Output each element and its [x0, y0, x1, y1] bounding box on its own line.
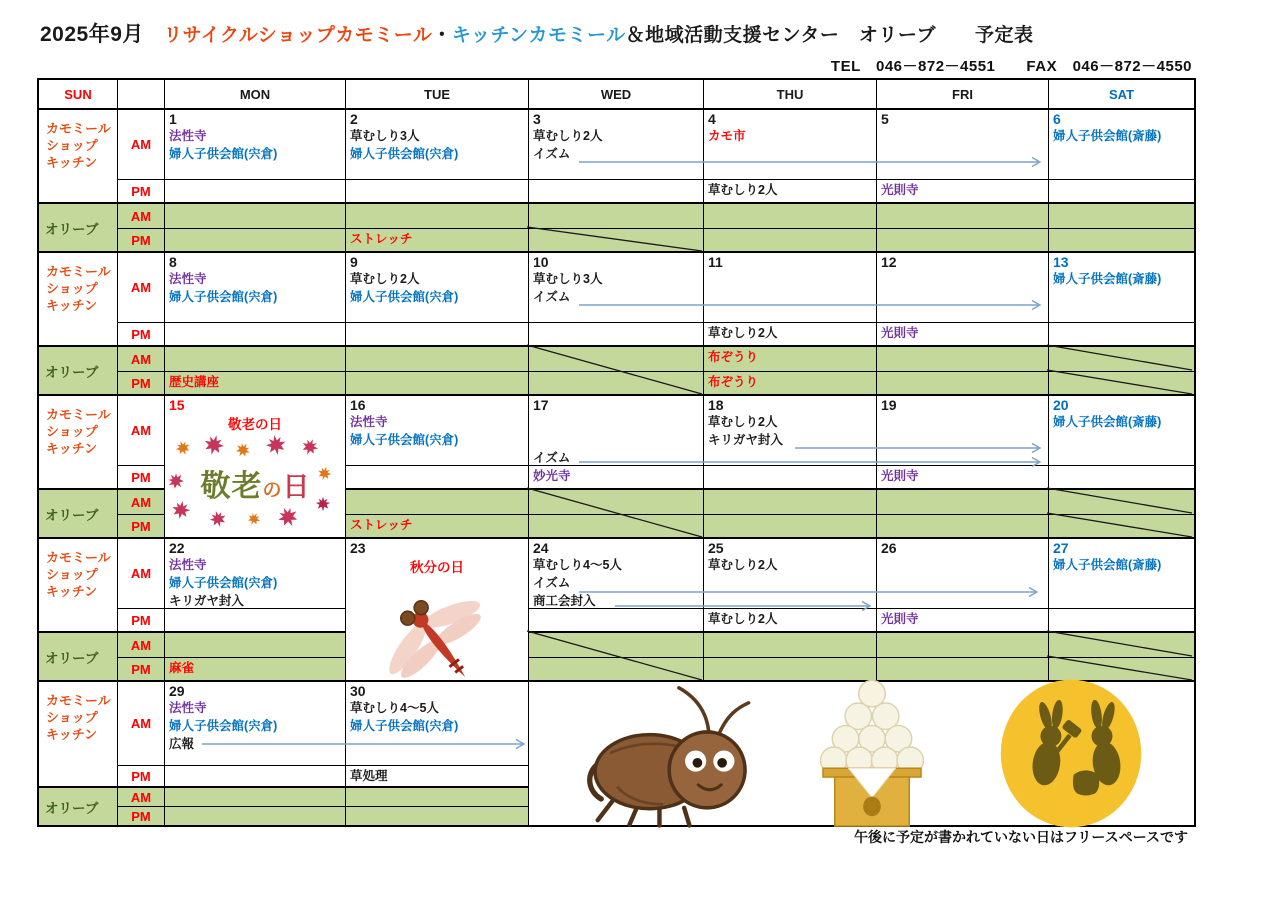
maple-leaf-icon — [232, 439, 254, 461]
date-number: 3 — [533, 111, 541, 127]
am-label: AM — [118, 396, 165, 466]
date-number: 30 — [350, 683, 366, 699]
schedule-entry: 光則寺 — [881, 612, 919, 626]
schedule-entry: イズム — [533, 451, 571, 465]
row-label-chamomile: カモミール ショップ キッチン — [39, 110, 118, 204]
day-cell-olive-pm — [529, 372, 704, 396]
day-cell-olive-am — [165, 204, 346, 229]
olive-pm-label: PM — [118, 229, 165, 253]
day-cell-am — [529, 539, 704, 609]
day-cell-olive-am — [1049, 633, 1194, 658]
date-number: 15 — [169, 397, 185, 413]
olive-am-label: AM — [118, 347, 165, 372]
day-cell-pm — [346, 323, 529, 347]
title-segment: 2025年9月 — [40, 23, 144, 46]
schedule-entry: 草むしり2人 — [350, 272, 420, 286]
day-cell-am — [1049, 396, 1194, 466]
schedule-entry: 布ぞうり — [708, 350, 759, 364]
day-cell-am — [165, 110, 346, 180]
day-cell-olive-pm — [346, 229, 529, 253]
maple-leaf-icon — [201, 432, 228, 459]
am-label: AM — [118, 539, 165, 609]
pm-label: PM — [118, 180, 165, 204]
date-number: 29 — [169, 683, 185, 699]
cricket-icon — [573, 679, 753, 829]
holiday-label: 敬老の日 — [228, 417, 282, 432]
schedule-entry: 法性寺 — [169, 272, 207, 286]
am-label: AM — [118, 253, 165, 323]
day-cell-olive-am — [877, 204, 1049, 229]
schedule-entry: 草むしり4～5人 — [350, 701, 439, 715]
keiro-no-hi-cell — [165, 396, 346, 539]
schedule-entry: キリガヤ封入 — [708, 433, 783, 447]
day-cell-am — [346, 396, 529, 466]
olive-am-label: AM — [118, 788, 165, 807]
day-header-spacer — [118, 80, 165, 110]
day-cell-am — [346, 253, 529, 323]
day-cell-olive-pm — [704, 372, 877, 396]
day-cell-olive-am — [704, 347, 877, 372]
schedule-entry — [533, 431, 699, 449]
date-number: 22 — [169, 540, 185, 556]
day-cell-olive-pm — [165, 372, 346, 396]
footer-note: 午後に予定が書かれていない日はフリースペースです — [853, 829, 1188, 845]
moon-rabbits-icon — [992, 676, 1150, 831]
pm-label: PM — [118, 766, 165, 788]
day-cell-olive-pm — [877, 515, 1049, 539]
day-cell-olive-am — [529, 490, 704, 515]
schedule-entry: 法性寺 — [169, 558, 207, 572]
maple-leaf-icon — [207, 508, 229, 530]
schedule-entry: 草むしり2人 — [708, 415, 778, 429]
day-cell-olive-am — [877, 633, 1049, 658]
maple-leaf-icon — [298, 435, 321, 458]
day-cell-olive-pm — [165, 229, 346, 253]
schedule-entry: 婦人子供会館(宍倉) — [350, 433, 459, 447]
schedule-entry: 草むしり4～5人 — [533, 558, 622, 572]
day-cell-olive-pm — [877, 372, 1049, 396]
schedule-entry: 草むしり2人 — [708, 612, 778, 626]
schedule-entry: 婦人子供会館(宍倉) — [350, 290, 459, 304]
day-cell-pm — [529, 323, 704, 347]
day-cell-olive-am — [1049, 490, 1194, 515]
day-cell-am — [877, 396, 1049, 466]
schedule-entry: 婦人子供会館(斎藤) — [1053, 129, 1162, 143]
schedule-entry: 婦人子供会館(宍倉) — [169, 147, 278, 161]
schedule-entry: 婦人子供会館(斎藤) — [1053, 272, 1162, 286]
day-cell-am — [704, 396, 877, 466]
schedule-entry: 草むしり2人 — [533, 129, 603, 143]
date-number: 12 — [881, 254, 897, 270]
olive-pm-label: PM — [118, 807, 165, 825]
day-header-sun: SUN — [39, 80, 118, 110]
day-cell-am — [346, 682, 529, 766]
date-number: 9 — [350, 254, 358, 270]
day-cell-am — [877, 539, 1049, 609]
day-cell-olive-pm — [704, 229, 877, 253]
row-label-chamomile: カモミール ショップ キッチン — [39, 539, 118, 633]
schedule-entry: 歴史講座 — [169, 375, 220, 389]
day-cell-pm — [1049, 180, 1194, 204]
title-segment: ＆地域活動支援センター オリーブ — [625, 25, 936, 46]
schedule-entry: 法性寺 — [350, 415, 388, 429]
olive-am-label: AM — [118, 633, 165, 658]
date-number: 11 — [708, 254, 723, 270]
maple-leaf-icon — [245, 510, 264, 529]
day-cell-olive-am — [529, 633, 704, 658]
keiro-no-hi-illustration: 敬 老 の 日 — [169, 436, 341, 544]
date-number: 1 — [169, 111, 177, 127]
olive-pm-label: PM — [118, 658, 165, 682]
row-label-olive: オリーブ — [39, 490, 118, 539]
day-cell-pm — [704, 609, 877, 633]
day-header-tue: TUE — [346, 80, 529, 110]
day-cell-olive-pm — [1049, 515, 1194, 539]
date-number: 2 — [350, 111, 358, 127]
schedule-entry: 草むしり3人 — [533, 272, 603, 286]
date-number: 19 — [881, 397, 897, 413]
title-segment: キッチンカモミール — [451, 25, 626, 46]
day-cell-pm — [346, 466, 529, 490]
date-number: 26 — [881, 540, 897, 556]
day-cell-olive-am — [877, 347, 1049, 372]
schedule-entry: 婦人子供会館(宍倉) — [169, 576, 278, 590]
schedule-entry: 広報 — [169, 737, 195, 751]
day-cell-pm — [346, 180, 529, 204]
schedule-entry: 麻雀 — [169, 661, 195, 675]
schedule-entry: 光則寺 — [881, 469, 919, 483]
day-cell-olive-am — [346, 204, 529, 229]
day-cell-pm — [877, 466, 1049, 490]
day-cell-am — [1049, 110, 1194, 180]
day-cell-olive-am — [346, 347, 529, 372]
day-cell-pm — [877, 609, 1049, 633]
day-cell-olive-am — [346, 788, 529, 807]
title-segment: 予定表 — [935, 25, 1034, 46]
am-label: AM — [118, 682, 165, 766]
day-cell-pm — [165, 180, 346, 204]
day-cell-am — [529, 396, 704, 466]
row-label-olive: オリーブ — [39, 633, 118, 682]
row-label-chamomile: カモミール ショップ キッチン — [39, 396, 118, 490]
date-number: 10 — [533, 254, 549, 270]
pm-label: PM — [118, 323, 165, 347]
date-number: 5 — [881, 111, 889, 127]
date-number: 20 — [1053, 397, 1069, 413]
schedule-entry — [533, 413, 699, 431]
autumn-images-cell — [529, 682, 1194, 825]
pm-label: PM — [118, 466, 165, 490]
day-header-wed: WED — [529, 80, 704, 110]
day-cell-olive-am — [704, 490, 877, 515]
day-cell-olive-pm — [165, 807, 346, 825]
day-cell-am — [346, 110, 529, 180]
day-cell-pm — [704, 466, 877, 490]
day-cell-olive-am — [346, 490, 529, 515]
schedule-entry: 草むしり3人 — [350, 129, 420, 143]
schedule-entry: 婦人子供会館(宍倉) — [350, 719, 459, 733]
maple-leaf-icon — [173, 438, 194, 459]
day-cell-olive-am — [704, 204, 877, 229]
schedule-entry: 草むしり2人 — [708, 558, 778, 572]
schedule-entry: 婦人子供会館(斎藤) — [1053, 415, 1162, 429]
day-cell-olive-pm — [1049, 229, 1194, 253]
day-cell-am — [704, 253, 877, 323]
maple-leaf-icon — [263, 432, 288, 457]
date-number: 17 — [533, 397, 549, 413]
date-number: 16 — [350, 397, 366, 413]
row-label-chamomile: カモミール ショップ キッチン — [39, 253, 118, 347]
day-cell-pm — [165, 323, 346, 347]
date-number: 23 — [350, 540, 366, 556]
day-cell-pm — [529, 180, 704, 204]
day-cell-am — [1049, 539, 1194, 609]
shubun-no-hi-cell — [346, 539, 529, 682]
date-number: 4 — [708, 111, 716, 127]
schedule-entry: 光則寺 — [881, 326, 919, 340]
schedule-table — [37, 78, 1196, 827]
row-label-olive: オリーブ — [39, 347, 118, 396]
schedule-entry: 妙光寺 — [533, 469, 571, 483]
day-cell-olive-am — [704, 633, 877, 658]
schedule-entry: 布ぞうり — [708, 375, 759, 389]
contact-info: TEL 046－872－4551 FAX 046－872－4550 — [830, 58, 1192, 75]
day-cell-pm — [529, 466, 704, 490]
day-cell-olive-am — [165, 788, 346, 807]
day-cell-am — [704, 110, 877, 180]
title-segment — [144, 25, 164, 46]
day-cell-pm — [877, 180, 1049, 204]
day-cell-pm — [165, 609, 346, 633]
schedule-entry: カモ市 — [708, 129, 746, 143]
schedule-entry: ストレッチ — [350, 518, 413, 532]
day-cell-olive-am — [877, 490, 1049, 515]
day-cell-olive-pm — [165, 658, 346, 682]
olive-am-label: AM — [118, 490, 165, 515]
am-label: AM — [118, 110, 165, 180]
day-cell-pm — [165, 766, 346, 788]
day-cell-am — [165, 682, 346, 766]
schedule-entry: キリガヤ封入 — [169, 594, 244, 608]
date-number: 8 — [169, 254, 177, 270]
day-cell-pm — [1049, 323, 1194, 347]
day-cell-olive-pm — [346, 372, 529, 396]
day-cell-olive-am — [165, 347, 346, 372]
day-cell-olive-am — [529, 204, 704, 229]
day-header-sat: SAT — [1049, 80, 1194, 110]
day-cell-pm — [346, 766, 529, 788]
olive-pm-label: PM — [118, 372, 165, 396]
day-cell-am — [529, 253, 704, 323]
olive-pm-label: PM — [118, 515, 165, 539]
day-cell-olive-pm — [704, 515, 877, 539]
date-number: 6 — [1053, 111, 1061, 127]
row-label-olive: オリーブ — [39, 204, 118, 253]
day-cell-am — [877, 253, 1049, 323]
date-number: 24 — [533, 540, 549, 556]
pm-label: PM — [118, 609, 165, 633]
page-title — [40, 18, 1033, 48]
schedule-entry: 光則寺 — [881, 183, 919, 197]
schedule-entry: イズム — [533, 290, 571, 304]
maple-leaf-icon — [273, 502, 302, 531]
row-label-olive: オリーブ — [39, 788, 118, 825]
day-header-thu: THU — [704, 80, 877, 110]
day-cell-olive-pm — [529, 515, 704, 539]
schedule-entry: 婦人子供会館(宍倉) — [169, 719, 278, 733]
day-cell-pm — [704, 180, 877, 204]
day-cell-pm — [704, 323, 877, 347]
day-cell-am — [877, 110, 1049, 180]
day-cell-pm — [529, 609, 704, 633]
date-number: 25 — [708, 540, 724, 556]
day-cell-am — [704, 539, 877, 609]
day-cell-olive-am — [529, 347, 704, 372]
title-segment: ・ — [432, 25, 452, 46]
schedule-entry: ストレッチ — [350, 232, 413, 246]
day-cell-olive-pm — [877, 229, 1049, 253]
tsukimi-dango-icon — [813, 678, 931, 830]
day-cell-am — [529, 110, 704, 180]
schedule-entry: 草むしり2人 — [708, 183, 778, 197]
day-cell-am — [165, 253, 346, 323]
olive-am-label: AM — [118, 204, 165, 229]
schedule-entry: イズム — [533, 576, 571, 590]
date-number: 13 — [1053, 254, 1069, 270]
title-segment: リサイクルショップカモミール — [163, 25, 433, 46]
schedule-entry: 商工会封入 — [533, 594, 596, 608]
schedule-entry: 草処理 — [350, 769, 388, 783]
schedule-entry: 婦人子供会館(斎藤) — [1053, 558, 1162, 572]
schedule-entry: 草むしり2人 — [708, 326, 778, 340]
day-cell-olive-pm — [1049, 372, 1194, 396]
day-cell-am — [1049, 253, 1194, 323]
day-cell-olive-am — [1049, 347, 1194, 372]
day-cell-olive-pm — [529, 229, 704, 253]
schedule-entry: イズム — [533, 147, 571, 161]
date-number: 27 — [1053, 540, 1069, 556]
schedule-entry: 法性寺 — [169, 129, 207, 143]
day-header-mon: MON — [165, 80, 346, 110]
day-cell-pm — [1049, 466, 1194, 490]
day-cell-am — [165, 539, 346, 609]
day-cell-pm — [1049, 609, 1194, 633]
row-label-chamomile: カモミール ショップ キッチン — [39, 682, 118, 788]
day-header-fri: FRI — [877, 80, 1049, 110]
schedule-entry: 法性寺 — [169, 701, 207, 715]
schedule-entry: 婦人子供会館(宍倉) — [350, 147, 459, 161]
date-number: 18 — [708, 397, 724, 413]
day-cell-olive-am — [165, 633, 346, 658]
day-cell-olive-pm — [346, 807, 529, 825]
schedule-entry: 婦人子供会館(宍倉) — [169, 290, 278, 304]
day-cell-pm — [877, 323, 1049, 347]
day-cell-olive-am — [1049, 204, 1194, 229]
day-cell-olive-pm — [346, 515, 529, 539]
holiday-label: 秋分の日 — [410, 560, 464, 575]
